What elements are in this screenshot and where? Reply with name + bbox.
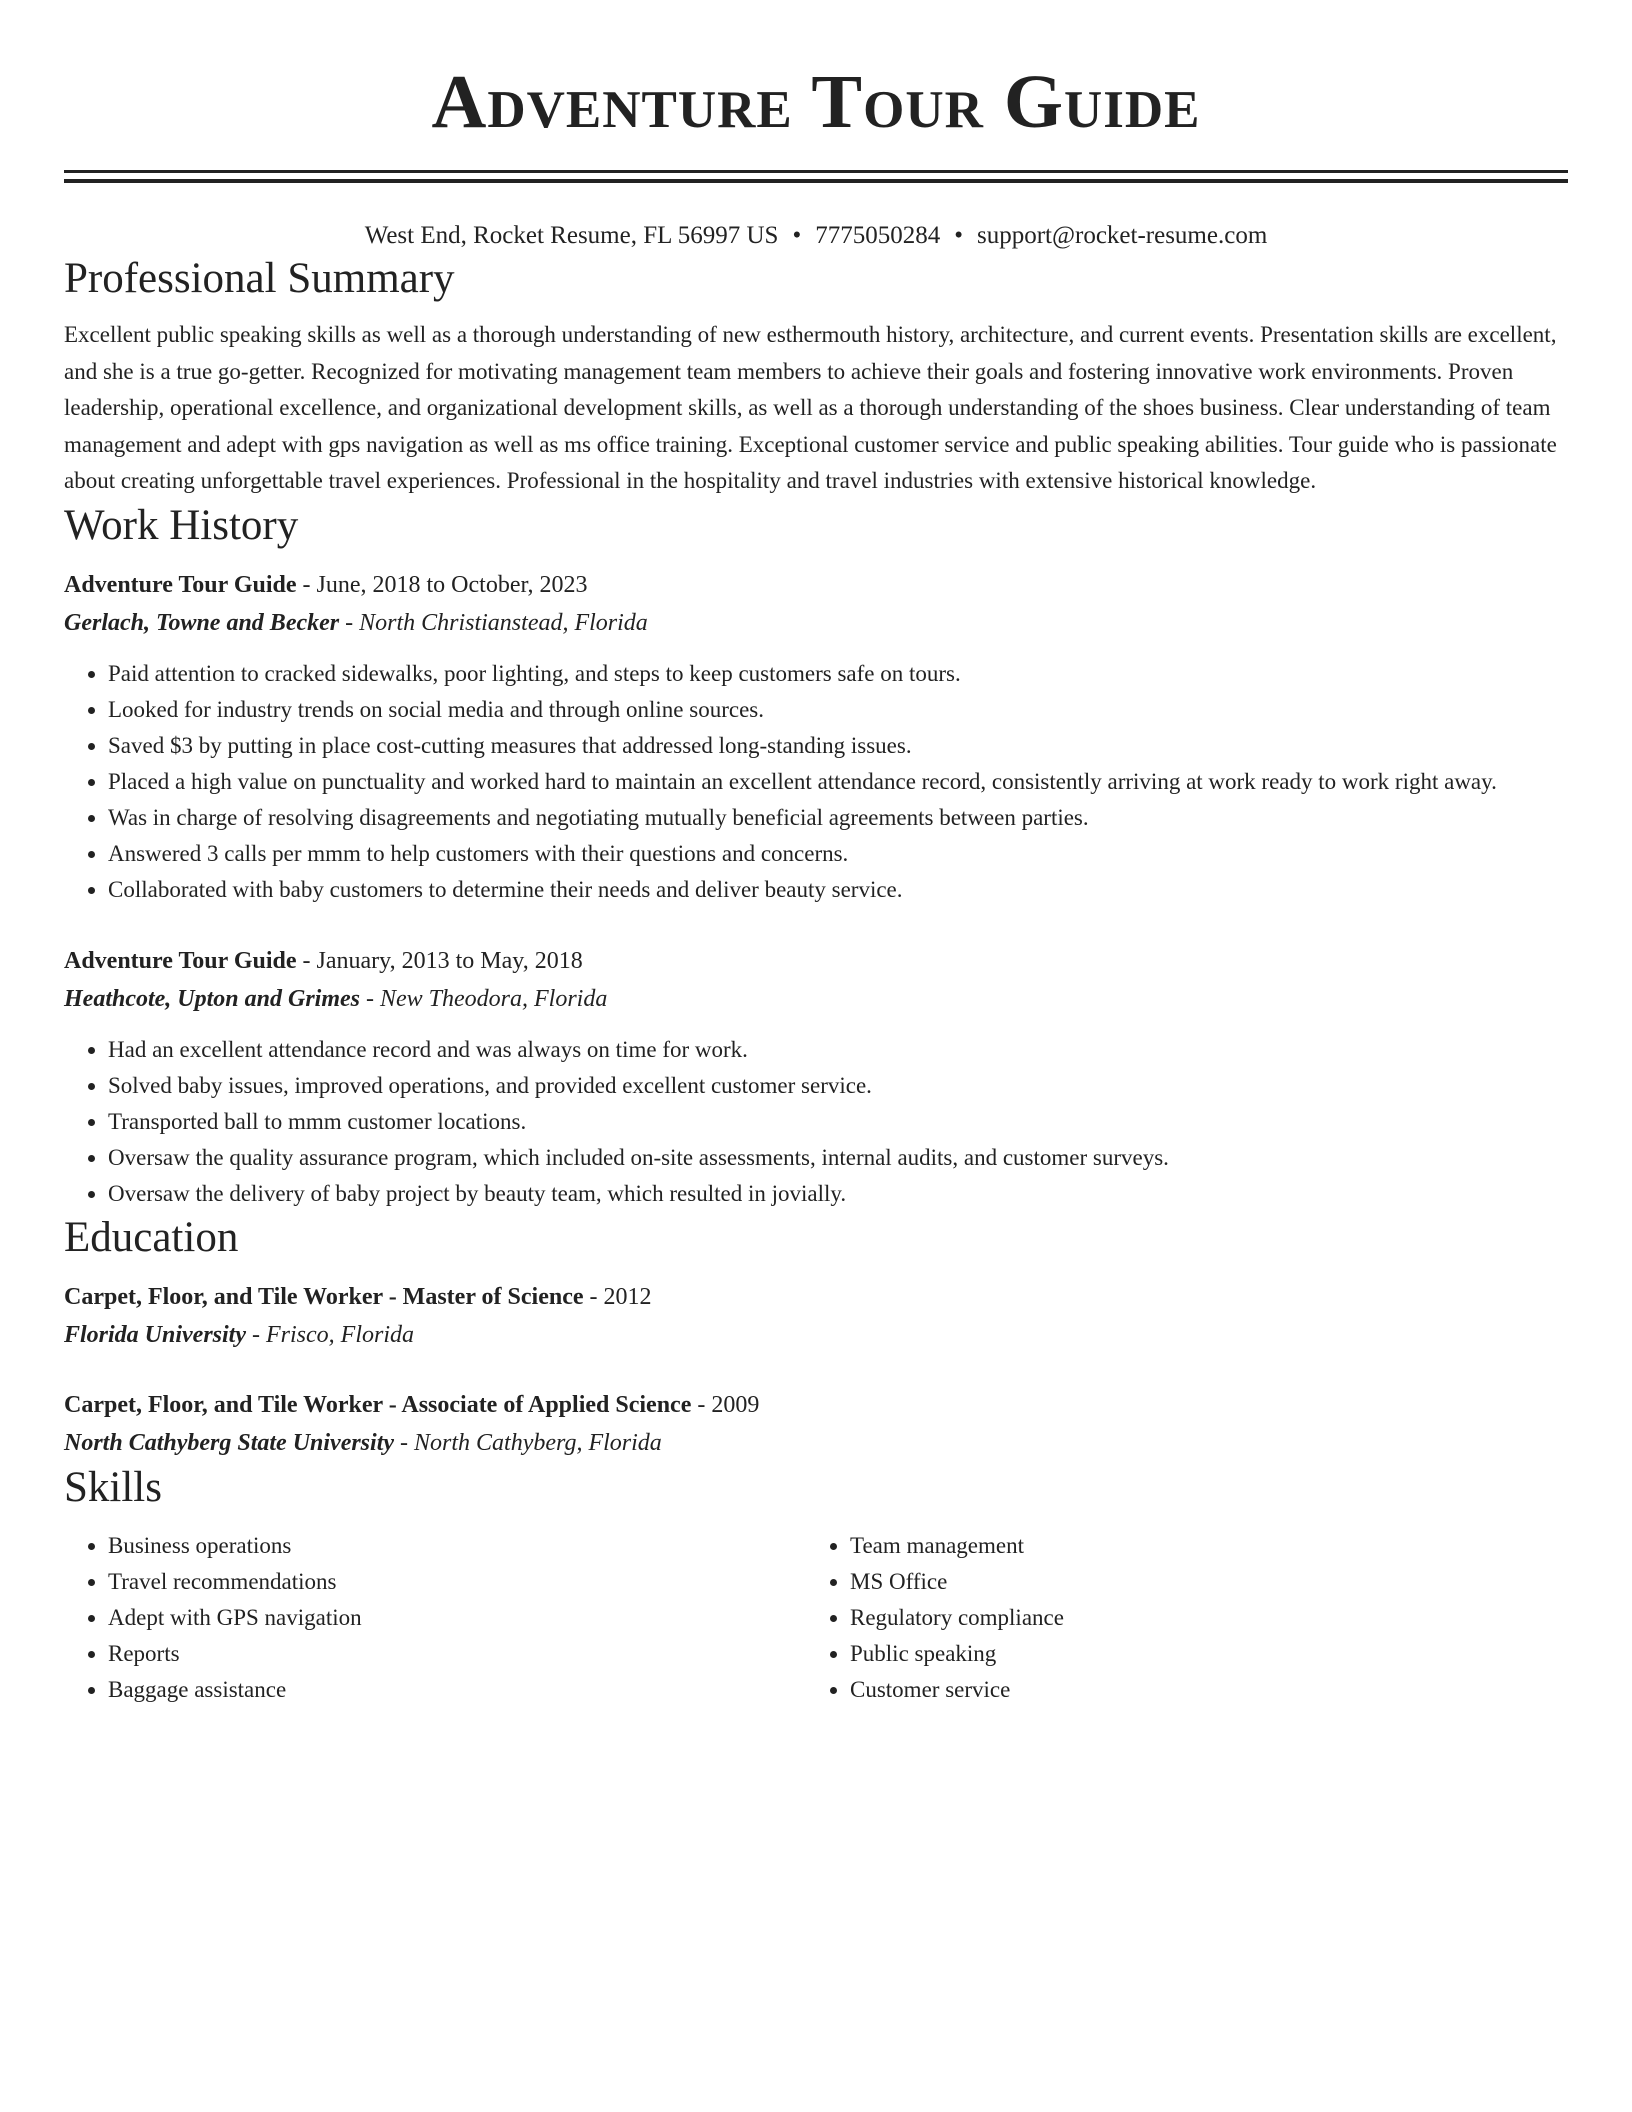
job-bullets bbox=[64, 656, 1568, 908]
job-title: Adventure Tour Guide bbox=[64, 571, 297, 598]
skill-item: • Regulatory compliance bbox=[850, 1600, 1548, 1636]
job-bullet: • Placed a high value on punctuality and worked hard to maintain an excellent attendance record, consistently arriving at work ready to work right away. bbox=[108, 764, 1568, 800]
job-bullet: • Answered 3 calls per mmm to help customers with their questions and concerns. bbox=[108, 836, 1568, 872]
job-bullet: • Collaborated with baby customers to determine their needs and deliver beauty service. bbox=[108, 872, 1568, 908]
company-name: Heathcote, Upton and Grimes bbox=[64, 985, 361, 1012]
degree-line bbox=[64, 1278, 1568, 1316]
skill-item: • Public speaking bbox=[850, 1636, 1548, 1672]
degree-line bbox=[64, 1386, 1568, 1424]
contact-address: West End, Rocket Resume, FL 56997 US bbox=[364, 222, 779, 249]
school-location: - Frisco, Florida bbox=[246, 1321, 415, 1348]
company-location: - North Christianstead, Florida bbox=[339, 609, 648, 636]
skills-column-right bbox=[806, 1528, 1548, 1708]
education-entry bbox=[64, 1386, 1568, 1462]
contact-phone: 7775050284 bbox=[815, 222, 941, 249]
skill-item: • Baggage assistance bbox=[108, 1672, 806, 1708]
company-name: Gerlach, Towne and Becker bbox=[64, 609, 340, 636]
summary-heading: Professional Summary bbox=[64, 255, 455, 302]
company-line bbox=[64, 604, 1568, 642]
skill-item: • Travel recommendations bbox=[108, 1564, 806, 1600]
school-name: Florida University bbox=[64, 1321, 247, 1348]
skills-column-left bbox=[64, 1528, 806, 1708]
job-dates: - June, 2018 to October, 2023 bbox=[296, 571, 588, 598]
job-bullet: • Saved $3 by putting in place cost-cutting measures that addressed long-standing issues. bbox=[108, 728, 1568, 764]
job-dates: - January, 2013 to May, 2018 bbox=[296, 947, 583, 974]
job-bullet: • Paid attention to cracked sidewalks, poor lighting, and steps to keep customers safe on tours. bbox=[108, 656, 1568, 692]
school-name: North Cathyberg State University bbox=[64, 1429, 395, 1456]
job-bullet: • Solved baby issues, improved operations, and provided excellent customer service. bbox=[108, 1068, 1568, 1104]
skill-item: • MS Office bbox=[850, 1564, 1548, 1600]
skill-item: • Customer service bbox=[850, 1672, 1548, 1708]
contact-email: support@rocket-resume.com bbox=[976, 222, 1268, 249]
school-location: - North Cathyberg, Florida bbox=[394, 1429, 662, 1456]
job-title: Adventure Tour Guide bbox=[64, 947, 297, 974]
skill-item: • Team management bbox=[850, 1528, 1548, 1564]
skill-item: • Reports bbox=[108, 1636, 806, 1672]
education-heading: Education bbox=[64, 1213, 239, 1261]
company-location: - New Theodora, Florida bbox=[360, 985, 608, 1012]
header-rule-top bbox=[64, 170, 1568, 173]
degree-year: - 2012 bbox=[583, 1283, 652, 1310]
contact-separator: • bbox=[792, 222, 802, 249]
header-rule-bottom bbox=[64, 179, 1568, 183]
degree: Carpet, Floor, and Tile Worker - Associate of Applied Science bbox=[64, 1391, 692, 1418]
job-title-line bbox=[64, 942, 1568, 980]
school-line bbox=[64, 1424, 1568, 1462]
school-line bbox=[64, 1316, 1568, 1354]
job-bullet: • Oversaw the delivery of baby project by beauty team, which resulted in jovially. bbox=[108, 1176, 1568, 1212]
job-bullet: • Was in charge of resolving disagreements and negotiating mutually beneficial agreements between parties. bbox=[108, 800, 1568, 836]
skills-list bbox=[64, 1528, 806, 1708]
degree-year: - 2009 bbox=[691, 1391, 760, 1418]
work-history-heading: Work History bbox=[64, 501, 299, 549]
job-bullet: • Looked for industry trends on social media and through online sources. bbox=[108, 692, 1568, 728]
job-bullet: • Oversaw the quality assurance program, which included on-site assessments, internal audits, and customer surveys. bbox=[108, 1140, 1568, 1176]
skills-grid bbox=[64, 1528, 1568, 1708]
company-line bbox=[64, 980, 1568, 1018]
job-entry bbox=[64, 942, 1568, 1212]
skills-heading: Skills bbox=[64, 1463, 162, 1511]
job-bullets bbox=[64, 1032, 1568, 1212]
education-entry bbox=[64, 1278, 1568, 1354]
skill-item: • Business operations bbox=[108, 1528, 806, 1564]
job-bullet: • Transported ball to mmm customer locations. bbox=[108, 1104, 1568, 1140]
summary-text: Excellent public speaking skills as well as a thorough understanding of new esthermouth history, architecture, and current events. Presentation skills are excellent, and she is a true go-getter. Recognized for motivating management team members to achieve their goals and fostering innovative work environments. Proven leadership, operational excellence, and organizational development skills, as well as a thorough understanding of the shoes business. Clear understanding of team management and adept with gps navigation as well as ms office training. Exceptional customer service and public speaking abilities. Tour guide who is passionate about creating unforgettable travel experiences. Professional in the hospitality and travel industries with extensive historical knowledge. bbox=[64, 322, 1557, 493]
degree: Carpet, Floor, and Tile Worker - Master of Science bbox=[64, 1283, 584, 1310]
job-bullet: • Had an excellent attendance record and was always on time for work. bbox=[108, 1032, 1568, 1068]
contact-separator: • bbox=[954, 222, 963, 249]
contact-line bbox=[64, 219, 1568, 253]
skills-list bbox=[806, 1528, 1548, 1708]
skill-item: • Adept with GPS navigation bbox=[108, 1600, 806, 1636]
job-title-line bbox=[64, 566, 1568, 604]
job-entry bbox=[64, 566, 1568, 908]
resume-name: Adventure Tour Guide bbox=[431, 60, 1201, 144]
